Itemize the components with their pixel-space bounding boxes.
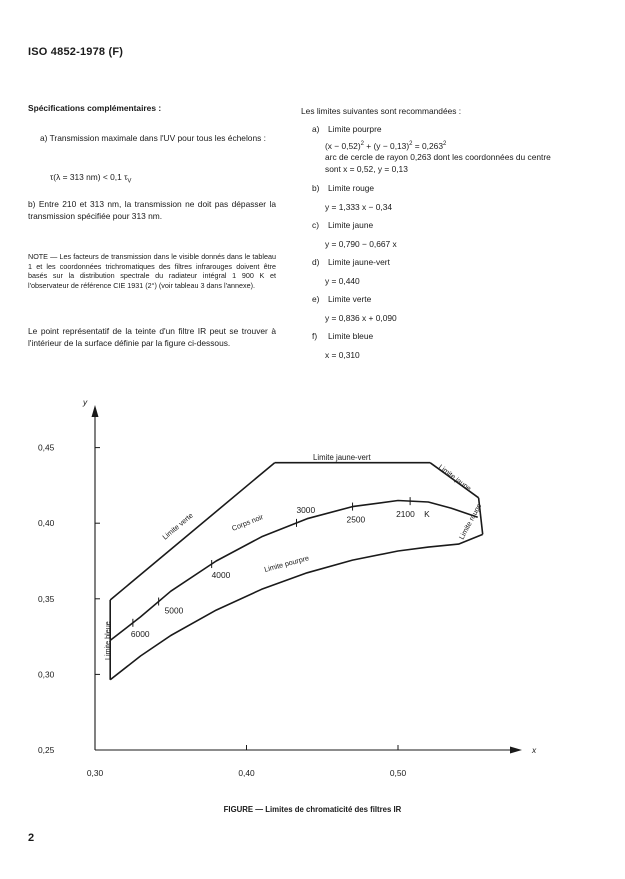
label-limite-jaune-vert: Limite jaune-vert — [313, 453, 371, 462]
series-limite-verte — [110, 463, 275, 600]
label-limite-rouge: Limite rouge — [456, 501, 484, 541]
limit-e-label: e) — [312, 294, 320, 304]
y-tick-label: 0,35 — [38, 593, 55, 604]
limit-c-equation: y = 0,790 − 0,667 x — [325, 239, 397, 249]
purple-eq-part2: + (y − 0,13) — [363, 141, 410, 151]
y-tick-label: 0,40 — [38, 518, 55, 529]
specs-heading: Spécifications complémentaires : — [28, 103, 162, 113]
limit-f-equation: x = 0,310 — [325, 350, 360, 360]
limit-f-label: f) — [312, 331, 318, 341]
series-limite-rouge — [479, 498, 483, 535]
limits-intro: Les limites suivantes sont recommandées : — [301, 106, 462, 116]
y-tick-label: 0,45 — [38, 442, 55, 453]
document-header: ISO 4852-1978 (F) — [28, 46, 124, 58]
limit-d-equation: y = 0,440 — [325, 276, 360, 286]
x-axis-label: x — [532, 745, 537, 755]
limit-a-name: Limite pourpre — [328, 124, 382, 134]
limit-a-label: a) — [312, 124, 320, 134]
limit-d-label: d) — [312, 257, 320, 267]
purple-eq-sup2: 2 — [409, 141, 413, 148]
label-limite-verte: Limite verte — [160, 510, 195, 542]
formula-a-subscript: V — [127, 178, 132, 185]
purple-eq-part1: (x − 0,52) — [325, 141, 361, 151]
x-axis-arrow — [510, 747, 522, 754]
chart-curve-labels — [103, 453, 483, 660]
limit-e-name: Limite verte — [328, 294, 372, 304]
temperature-label: 6000 — [130, 628, 150, 639]
limit-b-equation: y = 1,333 x − 0,34 — [325, 202, 393, 212]
limit-b-label: b) — [312, 183, 320, 193]
page-number: 2 — [28, 832, 35, 844]
purple-eq-sup1: 2 — [360, 141, 364, 148]
label-limite-bleue: Limite bleue — [103, 621, 112, 660]
limit-c-name: Limite jaune — [328, 220, 374, 230]
y-axis-label: y — [83, 397, 88, 407]
chart-axes — [38, 397, 537, 778]
series-corps-noir — [110, 501, 478, 641]
limit-f-name: Limite bleue — [328, 331, 374, 341]
x-tick-label: 0,50 — [389, 768, 407, 778]
temperature-label: 2500 — [346, 514, 366, 525]
purple-eq-sup3: 2 — [442, 141, 447, 148]
limit-b-name: Limite rouge — [328, 183, 375, 193]
label-limite-pourpre: Limite pourpre — [263, 553, 310, 574]
purple-description: arc de cercle de rayon 0,263 dont les coordonnées du centre sont x = 0,52, y = 0,13 — [325, 152, 551, 174]
temperature-label: 2100 — [396, 509, 415, 520]
x-tick-label: 0,30 — [86, 768, 104, 778]
spec-item-a: a) Transmission maximale dans l'UV pour tous les échelons : — [40, 133, 266, 143]
label-limite-jaune: Limite jaune — [436, 462, 474, 493]
chart-series — [110, 463, 483, 680]
limit-d-name: Limite jaune-vert — [328, 257, 390, 267]
limit-e-equation: y = 0,836 x + 0,090 — [325, 313, 397, 323]
limit-c-label: c) — [312, 220, 319, 230]
x-tick-label: 0,40 — [238, 768, 255, 778]
temperature-label: 5000 — [164, 605, 184, 616]
temperature-unit: K — [424, 509, 430, 520]
spec-item-b: b) Entre 210 et 313 nm, la transmission ne doit pas dépasser la transmission spécifiée pour 313 nm. — [28, 199, 276, 221]
y-tick-label: 0,30 — [38, 669, 55, 680]
label-corps-noir: Corps noir — [230, 512, 265, 533]
figure-caption: FIGURE — Limites de chromaticité des filtres IR — [223, 805, 402, 814]
note-paragraph: NOTE — Les facteurs de transmission dans le visible donnés dans le tableau 1 et les coordonnées trichromatiques des filtres infrarouges doivent être basés sur la distribution spectrale du radiateur intégral 1 900 K et l'observateur de référence CIE 1931 (2°) (voir tableau 3 dans l'annexe). — [28, 252, 276, 290]
temperature-label: 4000 — [211, 570, 231, 581]
temperature-label: 3000 — [296, 504, 316, 515]
y-axis-arrow — [92, 405, 99, 417]
y-tick-label: 0,25 — [38, 745, 55, 755]
formula-a-text: τ(λ = 313 nm) < 0,1 τ — [50, 172, 128, 182]
purple-eq-part3: = 0,263 — [412, 141, 443, 151]
ir-paragraph: Le point représentatif de la teinte d'un filtre IR peut se trouver à l'intérieur de la surface définie par la figure ci-dessous. — [28, 326, 276, 348]
